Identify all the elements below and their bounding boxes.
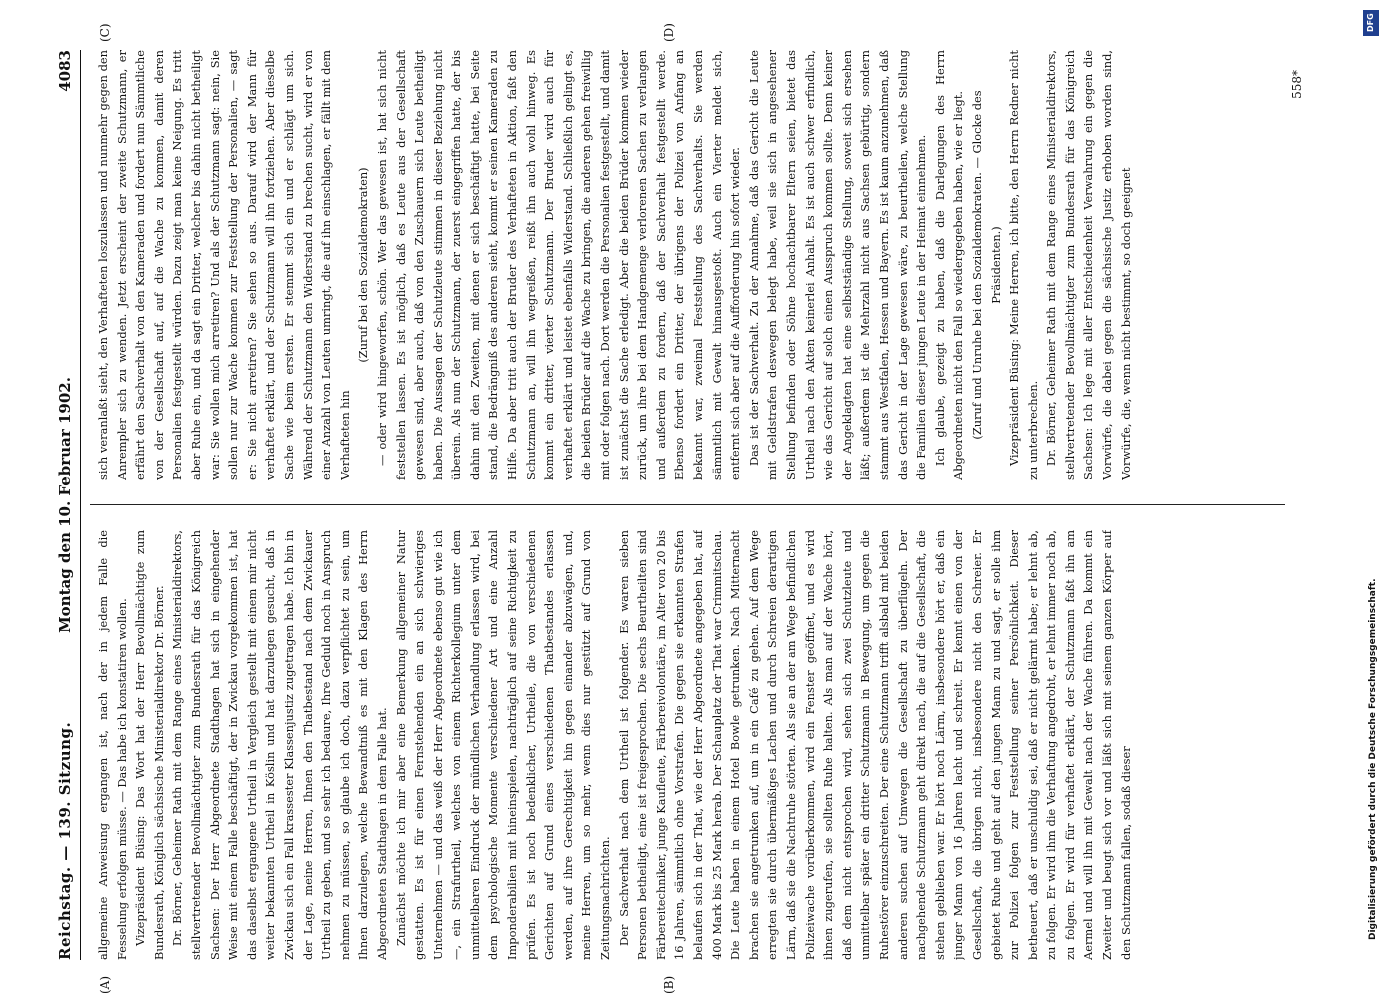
paragraph: Der Sachverhalt nach dem Urtheil ist folgender. Es waren sieben Personen betheiligt, eine ist freigesprochen. Die sechs Beurtheilten sind Färbereitechniker, junge Kaufleute, Färbereivolontäre, im Alter von 20 bis 16 Jahren, sämmtlich ohne Vorstrafen. Die gegen sie erkannten Strafen belaufen sich in der That, wie der Herr Abgeordnete angegeben hat, auf 400 Mark bis 25 Mark herab. Der Schauplatz der That war Crimmitschau. Die Leute haben in einem Hotel Bowle getrunken. Nach Mitternacht brachen sie angetrunken auf, um in ein Café zu gehen. Auf dem Wege erregten sie durch übermäßiges Lachen und durch Schreien derartigen Lärm, daß sie die Nachtruhe störten. Als sie an der am Wege befindlichen Polizeiwache vorüberkommen, wird ein Fenster geöffnet, und es wird ihnen zugerufen, sie sollten Ruhe halten. Als man auf der Wache hört, daß dem nicht entsprochen wird, sehen sich zwei Schutzleute und unmittelbar später ein dritter Schutzmann in Bewegung, um gegen die Ruhestörer einzuschreiten. Der eine Schutzmann trifft alsbald mit beiden anderen suchen auf Umwegen die Gesellschaft zu überflügeln. Der nachgehende Schutzmann geht direkt nach, die auf die Gesellschaft, die stehen geblieben war. Er hört noch Lärm, insbesondere hört er, daß ein junger Mann von 16 Jahren lacht und schreit. Er kennt einen von der Gesellschaft, die übrigen nicht, insbesondere nicht den Schreier. Er gebietet Ruhe und geht auf den jungen Mann zu und sagt, er solle ihm zur Polizei folgen zur Feststellung seiner Persönlichkeit. Dieser betheuert, daß er unschuldig sei, daß er nicht gelärmt habe; er lehnt ab, zu folgen. Er wird ihm die Verhaftung angedroht, er lehnt immer noch ab, zu folgen. Er wird für verhaftet erklärt, der Schutzmann faßt ihn am Aermel und will ihn mit Gewalt nach der Wache führen. Da kommt ein Zweiter und beugt sich vor und läßt sich mit seinem ganzen Körper auf den Schutzmann fallen, sodaß dieser — [616, 530, 1133, 960]
paragraph: Vizepräsident Büsing: Meine Herren, ich bitte, den Herrn Redner nicht zu unterbrechen. — [1007, 50, 1040, 480]
paragraph: sich veranlaßt sieht, den Verhafteten loszulassen und nunmehr gegen den Anrempler sich zu wenden. Jetzt erscheint der zweite Schutzmann, er erfährt den Sachverhalt von den Kameraden und fordert nun Sämmtliche von der Gesellschaft auf, auf die Wache zu kommen, damit deren Personalien festgestellt würden. Dazu zeigt man keine Neigung. Es tritt aber Ruhe ein, und da sagt ein Dritter, welcher bis dahin nicht betheiligt war: Sie wollen mich arretiren? Und als der Schutzmann sagt: nein, Sie sollen nur zur Wache kommen zur Feststellung der Personalien, — sagt er: Sie nicht arretiren? Sie sehen so aus. Darauf wird der Mann für verhaftet erklärt, und der Schutzmann will ihn fortziehen. Aber dieselbe Sache wie beim ersten. Er stemmt sich ein und er schlägt um sich. Während der Schutzmann den Widerstand zu brechen sucht, wird er von einer Anzahl von Leuten umringt, die auf ihn einschlagen, er fällt mit dem Verhafteten hin — [96, 50, 352, 480]
page-number: 4083 — [56, 50, 74, 92]
margin-marker-b: (B) — [662, 975, 676, 994]
paragraph: Das ist der Sachverhalt. Zu der Annahme, daß das Gericht die Leute mit Geldstrafen deswegen belegt habe, weil sie sich in angesehener Stellung befinden oder Söhne hochachtbarer Eltern seien, bietet das Urtheil nach den Akten keinerlei Anhalt. Es ist auch schwer erfindlich, wie das Gericht auf solch einen Ausspruch kommen sollte. Denn keiner der Angeklagten hat eine selbstständige Stellung, soweit sich ersehen läßt; außerdem ist die Mehrzahl nicht aus Sachsen gebürtig, sondern stammt aus Westfalen, Hessen und Bayern. Es ist kaum anzunehmen, daß das Gericht in der Lage gewesen wäre, zu beurtheilen, welche Stellung die Familien dieser jungen Leute in der Heimat einnehmen. — [746, 50, 929, 480]
header-date: Montag den 10. Februar 1902. — [56, 377, 74, 633]
paragraph: Dr. Börner, Geheimer Rath mit dem Range eines Ministerialdirektors, stellvertretender Bevollmächtigter zum Bundesrath für das Königreich Sachsen: Ich lege mit aller Entschiedenheit Verwahrung ein gegen die Vorwürfe, die dabei gegen die sächsische Justiz erhoben worden sind, Vorwürfe, die, wenn nicht bestimmt, so doch geeignet — [1044, 50, 1133, 480]
running-head — [50, 50, 81, 960]
paragraph: allgemeine Anweisung ergangen ist, nach der in jedem Falle die Fesselung erfolgen müsse. — Das habe ich konstatiren wollen. — [96, 530, 129, 960]
digitization-credit: Digitalisierung gefördert durch die Deutsche Forschungsgemeinschaft. — [1368, 578, 1378, 940]
paragraph: Zunächst möchte ich mir aber eine Bemerkung allgemeiner Natur gestatten. Es ist für einen Fernstehenden ein an sich schwieriges Unternehmen — und das weiß der Herr Abgeordnete ebenso gut wie ich —, ein Strafurtheil, welches von einem Richterkollegium unter dem unmittelbaren Eindruck der mündlichen Verhandlung erlassen wird, bei dem psychologische Momente verschiedener Art und eine Anzahl Imponderabilien mit hineinspielen, nachträglich auf seine Richtigkeit zu prüfen. Es ist noch bedenklicher, Urtheile, die von verschiedenen Gerichten auf Grund eines verschiedenen Thatbestandes erlassen werden, auf ihre Gerechtigkeit hin gegen einander abzuwägen, und, meine Herren, um so mehr, wenn dies nur gestützt auf Grund von Zeitungsnachrichten. — [393, 530, 613, 960]
header-left: Reichstag. — 139. Sitzung. — [56, 721, 74, 960]
paragraph: Vizepräsident Büsing: Das Wort hat der Herr Bevollmächtigte zum Bundesrath, Königlich sächsische Ministerialdirektor Dr. Börner. — [133, 530, 166, 960]
dfg-logo: DFG — [1363, 10, 1379, 36]
left-column — [94, 530, 1284, 960]
column-divider — [90, 504, 1285, 505]
interjection: (Zuruf bei den Sozialdemokraten) — [356, 167, 371, 363]
page-body — [50, 23, 1310, 994]
paragraph: Ich glaube, gezeigt zu haben, daß die Darlegungen des Herrn Abgeordneten nicht den Fall so wiedergegeben haben, wie er liegt. — [932, 50, 966, 480]
paragraph: — oder wird hingeworfen, schön. Wer das gewesen ist, hat sich nicht feststellen lassen. Es ist möglich, daß es Leute aus der Gesellschaft gewesen sind, aber auch, daß von den Zuschauern sich Leute betheiligt haben. Die Aussagen der Schutzleute stimmen in dieser Beziehung nicht überein. Als nun der Schutzmann, der zuerst eingegriffen hatte, der bis dahin mit den Zweiten, mit denen er sich beschäftigt hatte, bei Seite stand, die Bedrängniß des anderen sieht, kommt er seinen Kameraden zu Hilfe. Da aber tritt auch der Bruder des Verhafteten in Aktion, faßt den Schutzmann an, will ihn wegreißen, reißt ihn auch wohl hinweg. Es kommt ein dritter, vierter Schutzmann. Der Bruder wird auch für verhaftet erklärt und leistet ebenfalls Widerstand. Schließlich gelingt es, die beiden Brüder auf die Wache zu bringen, die anderen gehen freiwillig mit oder folgen nach. Dort werden die Personalien festgestellt, und damit ist zunächst die Sache erledigt. Aber die beiden Brüder kommen wieder zurück, um ihre bei dem Handgemenge verlorenen Sachen zu verlangen und außerdem zu fordern, daß der Sachverhalt festgestellt werde. Ebenso fordert ein Dritter, der übrigens der Polizei von Anfang an bekannt war, zweimal Feststellung des Sachverhalts. Sie werden sämmtlich mit Gewalt hinausgestoßt. Auch ein Vierter meldet sich, entfernt sich aber auf die Aufforderung hin sofort wieder. — [374, 50, 743, 480]
margin-marker-a: (A) — [98, 975, 112, 994]
margin-marker-d: (D) — [662, 23, 676, 42]
paragraph: Dr. Börner, Geheimer Rath mit dem Range eines Ministerialdirektors, stellvertretender Bevollmächtigter zum Bundesrath für das Königreich Sachsen: Der Herr Abgeordnete Stadthagen hat sich in eingehender Weise mit einem Falle beschäftigt, der in Zwickau vorgekommen ist, hat das daselbst ergangene Urtheil in Vergleich gestellt mit einem mir nicht weiter bekannten Urtheil in Köslin und hat darzulegen gesucht, daß in Zwickau sich ein Fall krassester Klassenjustiz zugetragen habe. Ich bin in der Lage, meine Herren, Ihnen den Thatbestand nach dem Zwickauer Urtheil zu geben, und so sehr ich bedaure, Ihre Geduld noch in Anspruch nehmen zu müssen, so glaube ich doch, dazu verpflichtet zu sein, um Ihnen darzulegen, welche Bewandtniß es mit den Klagen des Herrn Abgeordneten Stadthagen in dem Falle hat. — [170, 530, 389, 960]
signature-mark: 558* — [1290, 70, 1304, 99]
margin-marker-c: (C) — [98, 23, 112, 42]
interjection: (Zuruf und Unruhe bei den Sozialdemokraten. — Glocke des Präsidenten.) — [969, 90, 1003, 440]
right-column — [94, 50, 1284, 480]
